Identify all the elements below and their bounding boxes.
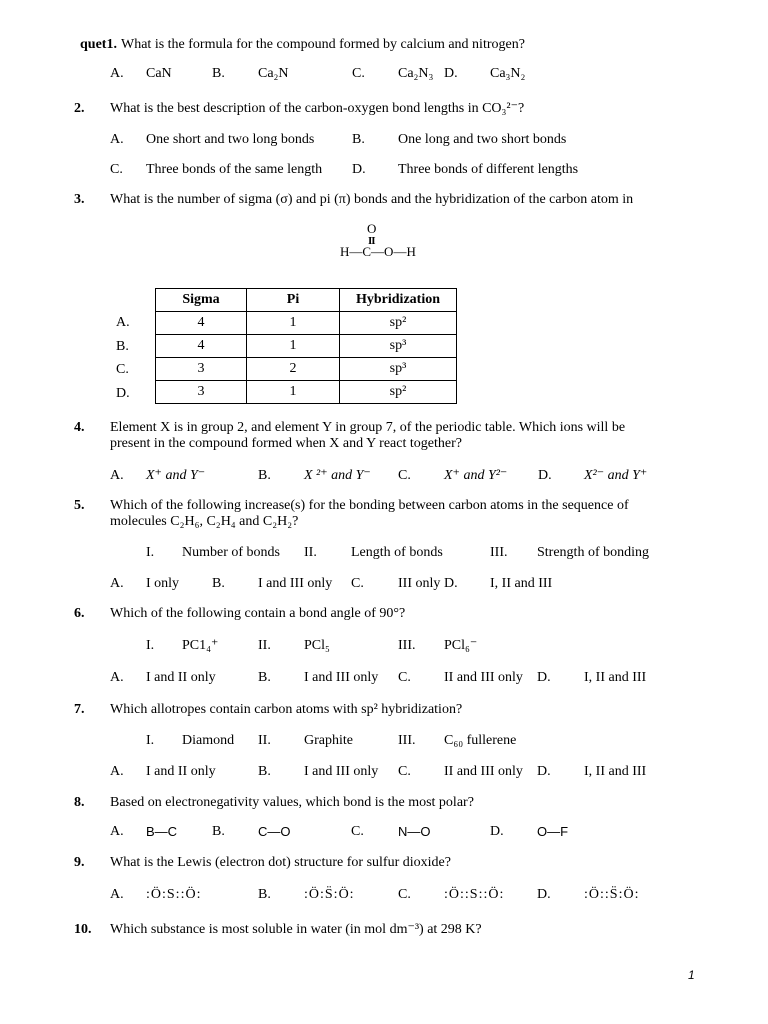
- q8-option-a-letter: A.: [110, 824, 124, 839]
- q3-row-d-letter: D.: [116, 386, 130, 401]
- q6-option-c: II and III only: [444, 670, 523, 685]
- q4-option-a-letter: A.: [110, 468, 124, 483]
- header-sigma: Sigma: [156, 289, 247, 312]
- q6-statement-2: PCl₅: [304, 638, 330, 653]
- question-10-number: 10.: [74, 922, 92, 937]
- q1-option-c: Ca₂N₃: [398, 66, 434, 81]
- q5-option-d-letter: D.: [444, 576, 458, 591]
- pi-cell: 1: [247, 335, 340, 358]
- q4-option-c-letter: C.: [398, 468, 411, 483]
- q9-option-c-letter: C.: [398, 887, 411, 902]
- q1-option-a-letter: A.: [110, 66, 124, 81]
- q2-option-c: Three bonds of the same length: [146, 162, 323, 177]
- question-7-number: 7.: [74, 702, 85, 717]
- structure-main-chain: H—C—O—H: [340, 244, 416, 259]
- q9-option-c: :Ö::S::Ö:: [444, 887, 505, 902]
- q5-statement-2: Length of bonds: [351, 545, 443, 560]
- sigma-cell: 4: [156, 335, 247, 358]
- q4-option-b: X ²⁺ and Y⁻: [304, 468, 371, 483]
- q2-option-a-letter: A.: [110, 132, 124, 147]
- q6-statement-1: PC1₄⁺: [182, 638, 219, 653]
- bonding-table: [155, 288, 457, 404]
- question-8-number: 8.: [74, 795, 85, 810]
- q1-option-b-letter: B.: [212, 66, 225, 81]
- q8-option-b: C—O: [258, 824, 291, 839]
- q4-option-c: X⁺ and Y²⁻: [444, 468, 508, 483]
- q3-row-b-letter: B.: [116, 339, 129, 354]
- q7-option-b: I and III only: [304, 764, 379, 779]
- hyb-cell: sp³: [340, 358, 457, 381]
- q6-option-c-letter: C.: [398, 670, 411, 685]
- q5-option-a-letter: A.: [110, 576, 124, 591]
- question-3-number: 3.: [74, 192, 85, 207]
- hyb-cell: sp²: [340, 381, 457, 404]
- question-1-number: quet1.: [80, 37, 117, 52]
- q8-option-c-letter: C.: [351, 824, 364, 839]
- pi-cell: 1: [247, 381, 340, 404]
- q7-statement-3: C₆₀ fullerene: [444, 733, 517, 748]
- q6-statement-3-num: III.: [398, 638, 416, 653]
- q9-option-b: :Ö:S̈:Ö:: [304, 887, 355, 902]
- q7-statement-1-num: I.: [146, 733, 155, 748]
- q5-option-b-letter: B.: [212, 576, 225, 591]
- question-4-line-1: Element X is in group 2, and element Y in group 7, of the periodic table. Which ions will be: [110, 420, 626, 435]
- question-4-line-2: present in the compound formed when X and Y react together?: [110, 436, 462, 451]
- q4-option-b-letter: B.: [258, 468, 271, 483]
- q2-option-d-letter: D.: [352, 162, 366, 177]
- hyb-cell: sp²: [340, 312, 457, 335]
- q5-option-c-letter: C.: [351, 576, 364, 591]
- q1-option-b: Ca₂N: [258, 66, 289, 81]
- q9-option-d: :Ö::S̈:Ö:: [584, 887, 640, 902]
- sigma-cell: 3: [156, 381, 247, 404]
- q5-option-c: III only: [398, 576, 441, 591]
- q7-option-d: I, II and III: [584, 764, 647, 779]
- pi-cell: 1: [247, 312, 340, 335]
- question-9-text: What is the Lewis (electron dot) structure for sulfur dioxide?: [110, 855, 451, 870]
- q7-statement-2: Graphite: [304, 733, 353, 748]
- q4-option-d-letter: D.: [538, 468, 552, 483]
- table-row: [156, 358, 457, 381]
- q7-option-c: II and III only: [444, 764, 523, 779]
- table-row: [156, 335, 457, 358]
- q9-option-a: :Ö:S::Ö:: [146, 887, 202, 902]
- q1-option-d-letter: D.: [444, 66, 458, 81]
- q5-statement-1: Number of bonds: [182, 545, 280, 560]
- structure-top-oxygen: O: [367, 221, 377, 236]
- hyb-cell: sp³: [340, 335, 457, 358]
- q6-statement-3: PCl₆⁻: [444, 638, 478, 653]
- question-6-text: Which of the following contain a bond angle of 90°?: [110, 606, 406, 621]
- header-hybridization: Hybridization: [340, 289, 457, 312]
- q9-option-b-letter: B.: [258, 887, 271, 902]
- question-7-text: Which allotropes contain carbon atoms with sp² hybridization?: [110, 702, 463, 717]
- q7-option-a-letter: A.: [110, 764, 124, 779]
- question-4-number: 4.: [74, 420, 85, 435]
- table-row: [156, 381, 457, 404]
- pi-cell: 2: [247, 358, 340, 381]
- question-8-text: Based on electronegativity values, which bond is the most polar?: [110, 795, 474, 810]
- q7-statement-2-num: II.: [258, 733, 271, 748]
- q5-statement-3-num: III.: [490, 545, 508, 560]
- question-5-line-2: molecules C₂H₆, C₂H₄ and C₂H₂?: [110, 514, 299, 529]
- question-6-number: 6.: [74, 606, 85, 621]
- q5-option-d: I, II and III: [490, 576, 553, 591]
- header-pi: Pi: [247, 289, 340, 312]
- table-header-row: [156, 289, 457, 312]
- sigma-cell: 3: [156, 358, 247, 381]
- q5-option-b: I and III only: [258, 576, 333, 591]
- table-row: [156, 312, 457, 335]
- q6-option-d-letter: D.: [537, 670, 551, 685]
- q2-option-c-letter: C.: [110, 162, 123, 177]
- q7-statement-3-num: III.: [398, 733, 416, 748]
- q1-option-c-letter: C.: [352, 66, 365, 81]
- q5-statement-3: Strength of bonding: [537, 545, 649, 560]
- q4-option-d: X²⁻ and Y⁺: [584, 468, 648, 483]
- q8-option-b-letter: B.: [212, 824, 225, 839]
- question-5-line-1: Which of the following increase(s) for the bonding between carbon atoms in the sequence of: [110, 498, 629, 513]
- page-number: 1: [688, 968, 695, 982]
- q1-option-d: Ca₃N₂: [490, 66, 526, 81]
- q3-row-a-letter: A.: [116, 315, 130, 330]
- q7-option-b-letter: B.: [258, 764, 271, 779]
- q2-option-b: One long and two short bonds: [398, 132, 567, 147]
- question-2-text: What is the best description of the carbon-oxygen bond lengths in CO₃²⁻?: [110, 101, 525, 116]
- q6-option-a-letter: A.: [110, 670, 124, 685]
- q9-option-d-letter: D.: [537, 887, 551, 902]
- q5-statement-1-num: I.: [146, 545, 155, 560]
- q9-option-a-letter: A.: [110, 887, 124, 902]
- question-5-number: 5.: [74, 498, 85, 513]
- q1-option-a: CaN: [146, 66, 172, 81]
- q6-statement-1-num: I.: [146, 638, 155, 653]
- q6-statement-2-num: II.: [258, 638, 271, 653]
- q7-option-a: I and II only: [146, 764, 216, 779]
- q3-row-c-letter: C.: [116, 362, 129, 377]
- q8-option-d: O—F: [537, 824, 569, 839]
- q2-option-d: Three bonds of different lengths: [398, 162, 579, 177]
- q5-statement-2-num: II.: [304, 545, 317, 560]
- q6-option-d: I, II and III: [584, 670, 647, 685]
- structure-double-bond: II: [368, 235, 375, 247]
- q7-option-d-letter: D.: [537, 764, 551, 779]
- q8-option-d-letter: D.: [490, 824, 504, 839]
- q7-statement-1: Diamond: [182, 733, 235, 748]
- q7-option-c-letter: C.: [398, 764, 411, 779]
- q2-option-a: One short and two long bonds: [146, 132, 315, 147]
- q5-option-a: I only: [146, 576, 180, 591]
- question-3-text: What is the number of sigma (σ) and pi (π) bonds and the hybridization of the carbon atom in: [110, 192, 634, 207]
- question-1-text: What is the formula for the compound formed by calcium and nitrogen?: [121, 37, 525, 52]
- q4-option-a: X⁺ and Y⁻: [146, 468, 206, 483]
- q8-option-a: B—C: [146, 824, 178, 839]
- sigma-cell: 4: [156, 312, 247, 335]
- q6-option-b-letter: B.: [258, 670, 271, 685]
- q8-option-c: N—O: [398, 824, 431, 839]
- question-10-text: Which substance is most soluble in water (in mol dm⁻³) at 298 K?: [110, 922, 482, 937]
- q6-option-a: I and II only: [146, 670, 216, 685]
- question-9-number: 9.: [74, 855, 85, 870]
- q6-option-b: I and III only: [304, 670, 379, 685]
- question-2-number: 2.: [74, 101, 85, 116]
- q2-option-b-letter: B.: [352, 132, 365, 147]
